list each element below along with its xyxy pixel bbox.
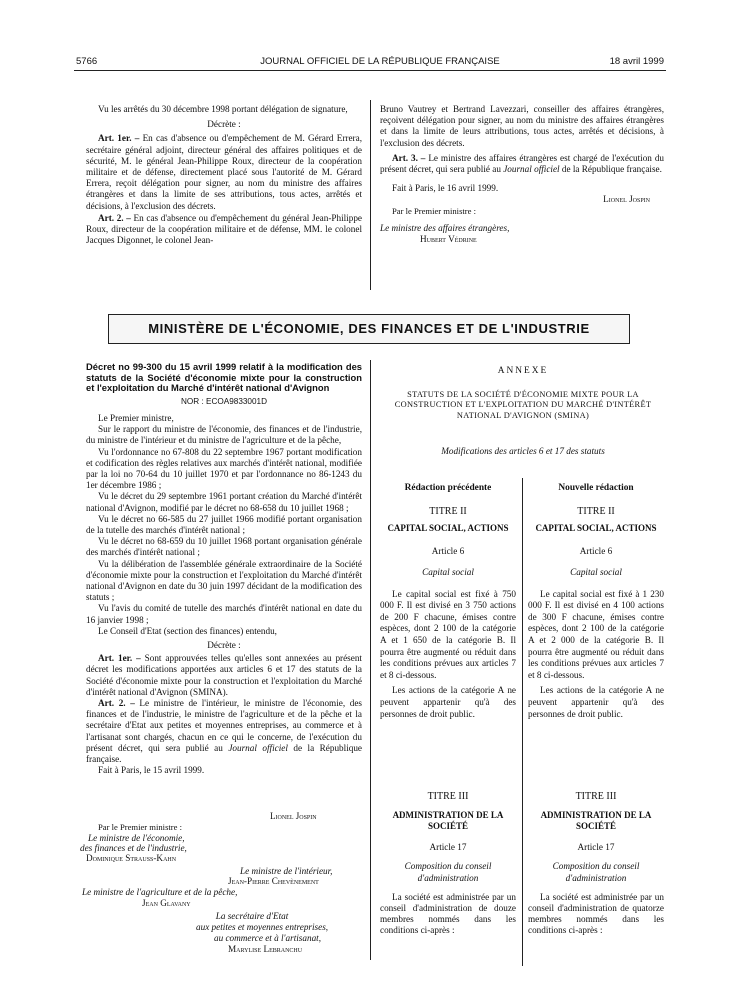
decrete-heading-2: Décrète : — [207, 640, 241, 651]
article-1-label: Art. 1er. – — [98, 133, 140, 144]
previous-titre-3-block — [380, 791, 516, 937]
preamble-4: Vu le décret du 29 septembre 1961 portant création du Marché d'intérêt national d'Avignon, modifié par le décret no 68-658 du 10 juillet 1968 ; — [86, 491, 362, 513]
agri-minister-title: Le ministre de l'agriculture et de la pêche, — [82, 887, 238, 897]
decret-article-1 — [86, 653, 362, 698]
capital-social-prev: Capital social — [422, 567, 474, 578]
article-17-new: Article 17 — [577, 842, 615, 853]
annexe-table-divider — [522, 478, 523, 966]
nor-reference — [86, 396, 362, 407]
prev-capital-text: Le capital social est fixé à 750 000 F. Il est divisé en 3 750 actions de 200 F chacune, émises contre espèces, dont 2 100 de la catégorie A et 1 650 de la catégorie B. Il pourra être augmenté ou réduit dans les conditions prévues aux articles 7 et 8 ci-dessous. — [380, 588, 516, 680]
nor-text: NOR : ECOA9833001D — [180, 396, 267, 406]
new-actions-text: Les actions de la catégorie A ne peuvent appartenir qu'à des personnes de droit public. — [528, 685, 664, 719]
admin-heading-new: ADMINISTRATION DE LA SOCIÉTÉ — [540, 810, 652, 832]
article-17-prev: Article 17 — [429, 842, 467, 853]
sec-title-3: au commerce et à l'artisanat, — [214, 933, 322, 943]
minister-name: Hubert Védrine — [420, 234, 477, 245]
signatory-pm: Lionel Jospin — [603, 194, 650, 205]
int-minister-title: Le ministre de l'intérieur, — [240, 866, 333, 876]
par-premier-ministre: Par le Premier ministre : — [392, 205, 477, 216]
decret-article-2-text: Le ministre de l'intérieur, le ministre de l'économie, des finances et de l'industrie, le ministre de l'agriculture et de la pêche et la secrétaire d'Etat aux petites et moyennes entreprises, au commerce et à l'artisanat sont chargés, chacun en ce qui le concerne, de l'exécution du présent décret, qui sera publié au — [86, 698, 362, 753]
composition-new: Composition du conseil d'administration — [552, 861, 640, 883]
agri-minister-name: Jean Glavany — [142, 898, 191, 908]
eco-minister-title-2: des finances et de l'industrie, — [80, 843, 187, 853]
modifications-subtitle: Modifications des articles 6 et 17 des statuts — [441, 446, 605, 456]
ministry-banner: MINISTÈRE DE L'ÉCONOMIE, DES FINANCES ET DE L'INDUSTRIE — [108, 314, 630, 344]
new-redaction-column — [528, 506, 664, 720]
preamble-9: Le Conseil d'Etat (section des finances) entendu, — [98, 625, 277, 636]
article-3-text-end: de la République française. — [561, 164, 662, 175]
decret-journal-officiel-ref: Journal officiel — [228, 742, 288, 753]
new-article-17-text: La société est administrée par un conseil d'administration de quatorze membres nommés dans les conditions ci-après : — [528, 891, 664, 936]
preamble-8: Vu l'avis du comité de tutelle des marchés d'intérêt national en date du 16 janvier 1998 ; — [86, 603, 362, 625]
previous-redaction-column — [380, 506, 516, 720]
bottom-column-divider — [370, 360, 371, 960]
prev-article-17-text: La société est administrée par un conseil d'administration de douze membres nommés dans les conditions ci-après : — [380, 891, 516, 936]
sec-title-2: aux petites et moyennes entreprises, — [196, 922, 329, 932]
top-column-divider — [370, 100, 371, 290]
admin-heading-prev: ADMINISTRATION DE LA SOCIÉTÉ — [392, 810, 504, 832]
column-new-heading: Nouvelle rédaction — [558, 483, 634, 493]
titre-2-prev: TITRE II — [429, 506, 467, 517]
sec-title-1: La secrétaire d'Etat — [215, 911, 289, 921]
sec-name: Marylise Lebranchu — [228, 944, 303, 954]
column-previous-heading: Rédaction précédente — [404, 483, 492, 493]
capital-heading-prev: CAPITAL SOCIAL, ACTIONS — [387, 523, 509, 534]
journal-officiel-ref: Journal officiel — [503, 164, 560, 175]
annexe-heading: ANNEXE — [497, 366, 549, 376]
int-minister-name: Jean-Pierre Chevènement — [228, 876, 319, 886]
composition-prev: Composition du conseil d'administration — [404, 861, 492, 883]
issue-date: 18 avril 1999 — [609, 56, 664, 67]
vu-arretes: Vu les arrêtés du 30 décembre 1998 portant délégation de signature, — [98, 104, 348, 114]
article-2-label: Art. 2. – — [98, 212, 131, 223]
preamble-5: Vu le décret no 66-585 du 27 juillet 1966 modifié portant organisation de la tutelle des marchés d'intérêt national ; — [86, 513, 362, 536]
statuts-heading: STATUTS DE LA SOCIÉTÉ D'ÉCONOMIE MIXTE POUR LA CONSTRUCTION ET L'EXPLOITATION DU MARCHÉ D'INTÉRÊT NATIONAL D'AVIGNON (SMINA) — [394, 390, 652, 420]
decret-article-1-text: Sont approuvées telles qu'elles sont annexées au présent décret les modifications apportées aux articles 6 et 17 des statuts de la Société d'économie mixte pour la construction et l'exploitation du Marché d'intérêt national d'Avignon (SMINA). — [86, 653, 362, 697]
top-left-column — [86, 104, 362, 246]
decret-column — [86, 362, 362, 776]
decrete-heading: Décrète : — [207, 119, 241, 130]
article-1 — [86, 133, 362, 211]
prev-actions-text: Les actions de la catégorie A ne peuvent appartenir qu'à des personnes de droit public. — [380, 685, 516, 719]
article-6-prev: Article 6 — [431, 546, 465, 557]
header-rule — [74, 70, 666, 71]
decret-article-2-label: Art. 2. – — [98, 698, 135, 709]
preamble-3: Vu l'ordonnance no 67-808 du 22 septembre 1967 portant modification et codification des règles relatives aux marchés d'intérêt national, modifiée par la loi no 70-64 du 10 juillet 1970 et par l'ordonnance no 86-1243 du 1er décembre 1986 ; — [86, 446, 362, 491]
journal-title: JOURNAL OFFICIEL DE LA RÉPUBLIQUE FRANÇAISE — [260, 56, 500, 67]
capital-social-new: Capital social — [570, 567, 622, 578]
fait-a-paris: Fait à Paris, le 16 avril 1999. — [392, 183, 499, 194]
preamble-6: Vu le décret no 68-659 du 10 juillet 1968 portant organisation générale des marchés d'intérêt national ; — [86, 536, 362, 558]
decret-article-2-text-end: de la République française. — [86, 742, 363, 765]
titre-3-prev: TITRE III — [427, 791, 469, 802]
continued-text: Bruno Vautrey et Bertrand Lavezzari, conseiller des affaires étrangères, reçoivent délégation pour signer, au nom du ministre des affaires étrangères et dans la limite de leurs attributions, tous actes, arrêtés et décisions, à l'exclusion des décrets. — [380, 104, 664, 148]
minister-title: Le ministre des affaires étrangères, — [380, 222, 510, 233]
new-titre-3-block — [528, 791, 664, 937]
article-2 — [86, 213, 362, 247]
decret-fait-a-paris: Fait à Paris, le 15 avril 1999. — [98, 765, 205, 776]
decret-par-premier-ministre: Par le Premier ministre : — [98, 822, 183, 832]
page-number: 5766 — [76, 56, 98, 67]
decret-title: Décret no 99-300 du 15 avril 1999 relatif à la modification des statuts de la Société d'économie mixte pour la construction et l'exploitation du Marché d'intérêt national d'Avignon — [86, 361, 362, 394]
article-3-text: Le ministre des affaires étrangères est chargé de l'exécution du présent décret, qui sera publié au — [380, 152, 665, 175]
top-right-column — [380, 104, 664, 245]
eco-minister-name: Dominique Strauss-Kahn — [86, 853, 177, 863]
article-2-text: En cas d'absence ou d'empêchement du général Jean-Philippe Roux, directeur de la coopération militaire et de défense, MM. le colonel Jacques Digonnet, le colonel Jean- — [86, 212, 362, 246]
preamble-1: Le Premier ministre, — [98, 412, 174, 423]
decret-signatory-pm: Lionel Jospin — [270, 811, 317, 821]
titre-2-new: TITRE II — [577, 506, 615, 517]
preamble-2: Sur le rapport du ministre de l'économie, des finances et de l'industrie, du ministre de l'intérieur et du ministre de l'agriculture et de la pêche, — [86, 424, 362, 446]
preamble-7: Vu la délibération de l'assemblée générale extraordinaire de la Société d'économie mixte pour la construction et l'exploitation du Marché d'intérêt national d'Avignon en date du 30 juin 1997 décidant de la modification des statuts ; — [86, 558, 362, 603]
article-6-new: Article 6 — [579, 546, 613, 557]
eco-minister-title-1: Le ministre de l'économie, — [88, 833, 185, 843]
article-3 — [380, 153, 664, 175]
capital-heading-new: CAPITAL SOCIAL, ACTIONS — [535, 523, 657, 534]
article-3-label: Art. 3. – — [392, 152, 426, 163]
decret-article-2 — [86, 698, 362, 765]
new-capital-text: Le capital social est fixé à 1 230 000 F. Il est divisé en 4 100 actions de 300 F chacune, émises contre espèces, dont 2 100 de la catégorie A et 2 000 de la catégorie B. Il pourra être augmenté ou réduit dans les conditions prévues aux articles 7 et 8 ci-dessous. — [528, 588, 664, 680]
decret-article-1-label: Art. 1er. – — [98, 653, 141, 664]
article-1-text: En cas d'absence ou d'empêchement de M. Gérard Errera, secrétaire général adjoint, directeur général des affaires politiques et de sécurité, M. le général Jean-Philippe Roux, directeur de la coopération militaire et de défense, directement placé sous l'autorité de M. Gérard Errera, reçoit délégation pour signer, au nom du ministre des affaires étrangères et dans la limite de ses attributions, tous actes, arrêtés et décisions, à l'exclusion des décrets. — [86, 133, 362, 211]
titre-3-new: TITRE III — [575, 791, 617, 802]
